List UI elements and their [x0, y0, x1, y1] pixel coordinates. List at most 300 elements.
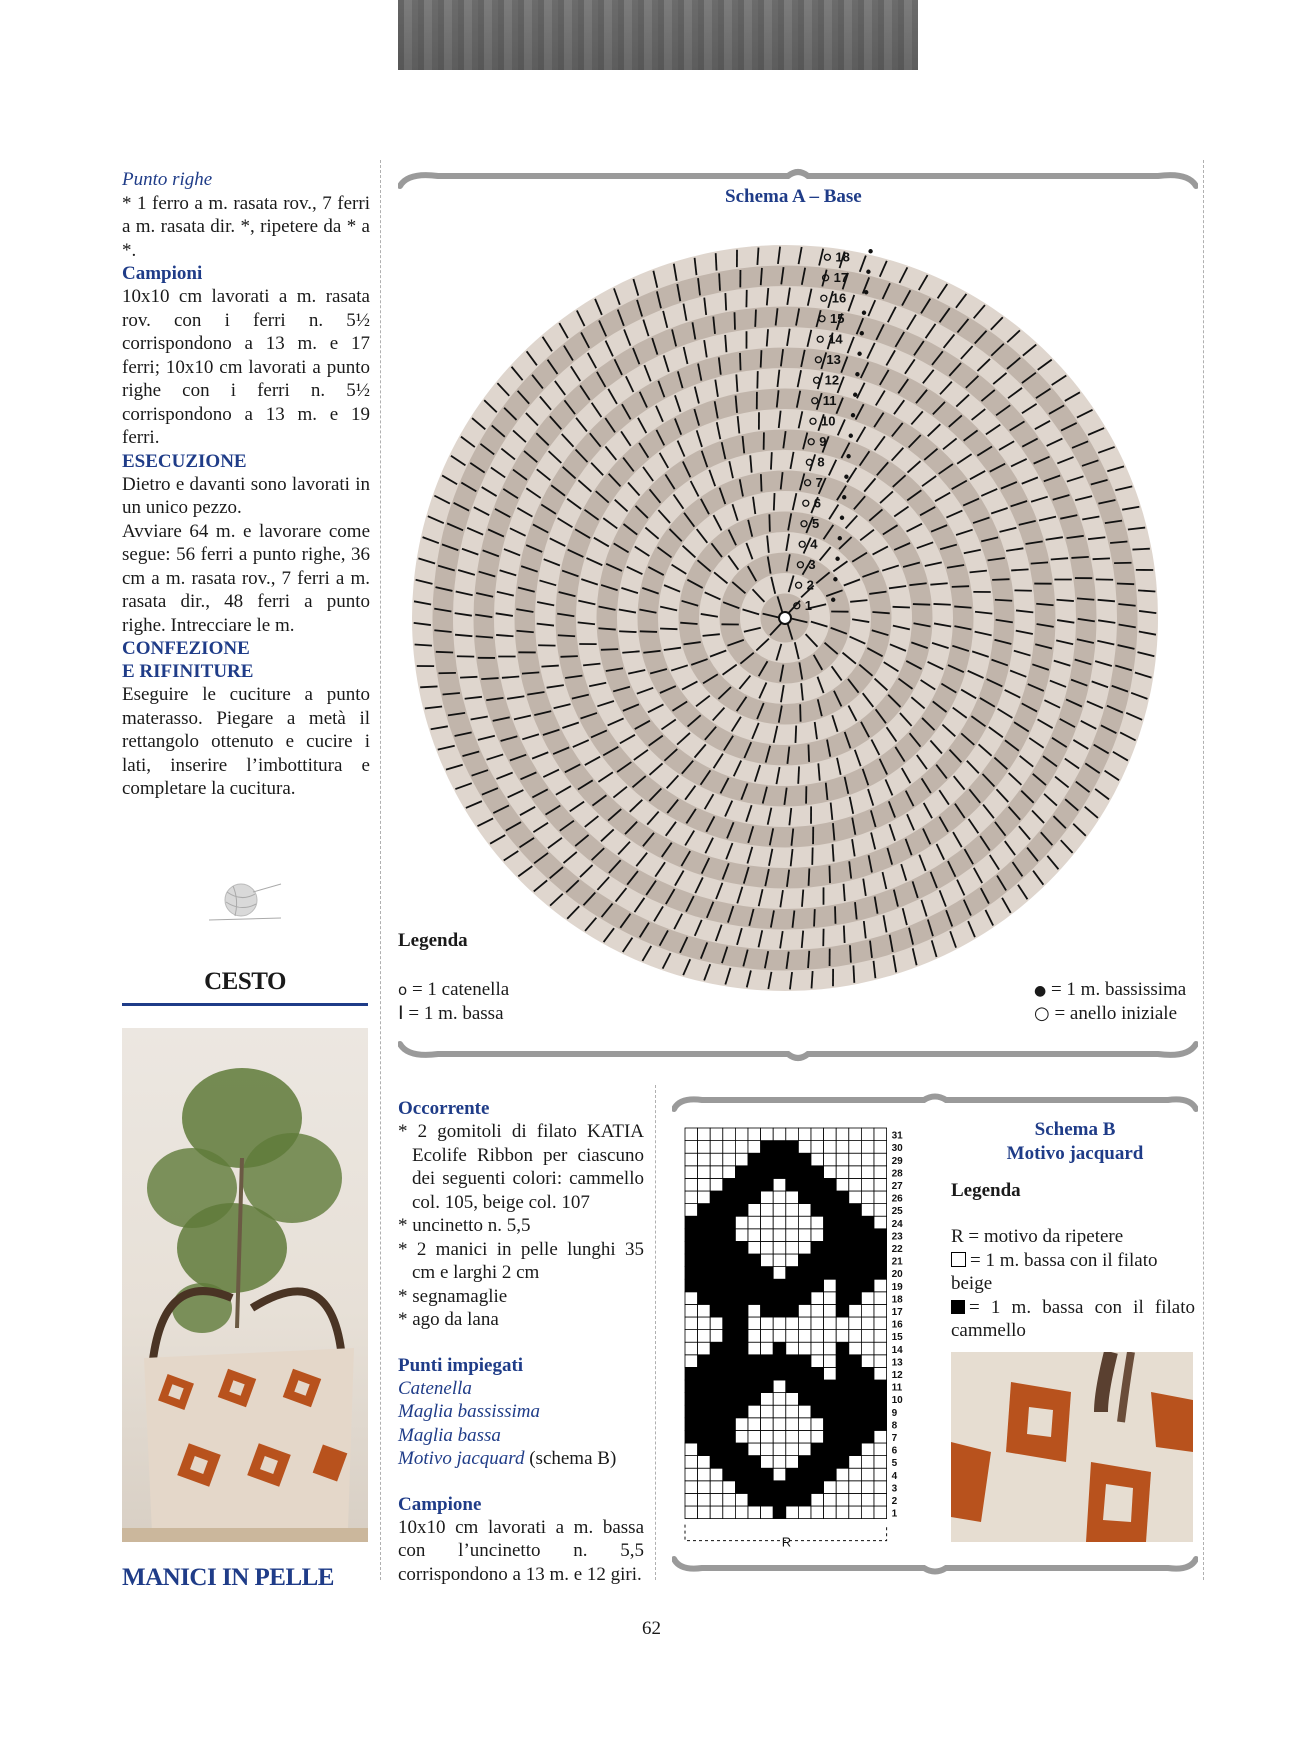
- row-number: 10: [891, 1395, 903, 1407]
- grid-cell: [748, 1393, 761, 1406]
- legend-text: = 1 m. bassa con il filato cammello: [951, 1296, 1195, 1341]
- row-number: 4: [891, 1470, 898, 1482]
- slip-stitch-icon: [842, 495, 846, 499]
- grid-cell: [685, 1393, 698, 1406]
- esecuzione-title: ESECUZIONE: [122, 450, 247, 472]
- grid-cell: [698, 1443, 711, 1456]
- grid-cell: [874, 1380, 887, 1393]
- grid-cell: [861, 1279, 874, 1292]
- grid-cell: [836, 1430, 849, 1443]
- grid-cell: [811, 1267, 824, 1280]
- grid-cell: [798, 1304, 811, 1317]
- grid-cell: [824, 1481, 837, 1494]
- grid-cell: [849, 1393, 862, 1406]
- grid-cell: [685, 1216, 698, 1229]
- grid-cell: [748, 1141, 761, 1154]
- grid-cell: [685, 1330, 698, 1343]
- punto-item: Catenella: [398, 1377, 472, 1399]
- grid-cell: [698, 1191, 711, 1204]
- grid-cell: [861, 1191, 874, 1204]
- grid-cell: [836, 1393, 849, 1406]
- round-label: 15: [830, 310, 845, 326]
- grid-cell: [761, 1481, 774, 1494]
- row-number: 19: [891, 1281, 903, 1293]
- grid-cell: [874, 1443, 887, 1456]
- grid-cell: [710, 1418, 723, 1431]
- stitch-mark: [1093, 558, 1110, 559]
- stitch-mark: [893, 607, 910, 608]
- grid-cell: [685, 1468, 698, 1481]
- magic-ring-icon: ○: [1034, 1003, 1050, 1024]
- grid-cell: [773, 1153, 786, 1166]
- grid-cell: [811, 1141, 824, 1154]
- grid-cell: [836, 1166, 849, 1179]
- round-label: 10: [821, 413, 836, 429]
- stitch-mark: [761, 268, 762, 285]
- grid-cell: [710, 1279, 723, 1292]
- grid-cell: [836, 1241, 849, 1254]
- grid-cell: [849, 1279, 862, 1292]
- grid-cell: [710, 1405, 723, 1418]
- grid-cell: [824, 1153, 837, 1166]
- grid-cell: [723, 1393, 736, 1406]
- manici-title: MANICI IN PELLE: [122, 1564, 334, 1591]
- grid-cell: [773, 1355, 786, 1368]
- grid-cell: [723, 1481, 736, 1494]
- stitch-mark: [808, 744, 809, 761]
- grid-cell: [710, 1178, 723, 1191]
- jacquard-swatch-photo: [951, 1352, 1193, 1542]
- stitch-mark: [541, 666, 558, 667]
- grid-cell: [849, 1229, 862, 1242]
- grid-cell: [786, 1506, 799, 1519]
- grid-cell: [786, 1141, 799, 1154]
- grid-cell: [874, 1191, 887, 1204]
- grid-cell: [798, 1342, 811, 1355]
- grid-cell: [710, 1393, 723, 1406]
- grid-cell: [748, 1178, 761, 1191]
- magic-ring-icon: [779, 612, 791, 624]
- grid-cell: [723, 1279, 736, 1292]
- grid-cell: [836, 1229, 849, 1242]
- slip-stitch-icon: [849, 434, 853, 438]
- stitch-mark: [809, 868, 810, 885]
- grid-cell: [811, 1317, 824, 1330]
- grid-cell: [836, 1254, 849, 1267]
- schema-a-title: Schema A – Base: [725, 186, 862, 207]
- grid-cell: [748, 1405, 761, 1418]
- grid-cell: [798, 1128, 811, 1141]
- grid-cell: [761, 1342, 774, 1355]
- grid-cell: [861, 1367, 874, 1380]
- grid-cell: [849, 1292, 862, 1305]
- occorrente-item: * segnamaglie: [398, 1285, 508, 1307]
- occorrente-item: * uncinetto n. 5,5: [398, 1215, 531, 1236]
- grid-cell: [748, 1493, 761, 1506]
- row-number: 20: [891, 1269, 903, 1281]
- grid-cell: [761, 1229, 774, 1242]
- grid-cell: [836, 1141, 849, 1154]
- grid-cell: [723, 1355, 736, 1368]
- grid-cell: [698, 1153, 711, 1166]
- grid-cell: [748, 1330, 761, 1343]
- stitch-mark: [740, 353, 741, 370]
- schema-b-title-2: Motivo jacquard: [1006, 1143, 1144, 1164]
- grid-cell: [710, 1304, 723, 1317]
- punto-righe-text: * 1 ferro a m. rasata rov., 7 ferri a m. rasata dir. *, ripetere da * a *.: [122, 192, 370, 261]
- grid-cell: [861, 1405, 874, 1418]
- stitch-mark: [1051, 558, 1068, 559]
- grid-cell: [874, 1128, 887, 1141]
- stitch-mark: [933, 604, 950, 605]
- grid-cell: [786, 1355, 799, 1368]
- legend-bassissima: [1034, 978, 1186, 1004]
- grid-cell: [723, 1229, 736, 1242]
- grid-cell: [849, 1204, 862, 1217]
- grid-cell: [824, 1267, 837, 1280]
- grid-cell: [811, 1292, 824, 1305]
- grid-cell: [698, 1330, 711, 1343]
- schema-a-bottom-brace: [398, 1040, 1198, 1062]
- grid-cell: [748, 1481, 761, 1494]
- grid-cell: [849, 1367, 862, 1380]
- grid-cell: [710, 1330, 723, 1343]
- grid-cell: [698, 1241, 711, 1254]
- grid-cell: [710, 1153, 723, 1166]
- grid-cell: [761, 1292, 774, 1305]
- grid-cell: [761, 1393, 774, 1406]
- campione-title: Campione: [398, 1493, 482, 1515]
- grid-cell: [798, 1367, 811, 1380]
- row-number: 12: [891, 1370, 903, 1381]
- grid-cell: [849, 1405, 862, 1418]
- column-divider: [655, 1085, 656, 1580]
- grid-cell: [824, 1204, 837, 1217]
- grid-cell: [723, 1456, 736, 1469]
- grid-cell: [773, 1254, 786, 1267]
- row-number: 14: [891, 1344, 903, 1356]
- grid-cell: [685, 1241, 698, 1254]
- grid-cell: [786, 1430, 799, 1443]
- grid-cell: [773, 1279, 786, 1292]
- grid-cell: [710, 1241, 723, 1254]
- grid-cell: [685, 1141, 698, 1154]
- grid-cell: [773, 1216, 786, 1229]
- grid-cell: [761, 1493, 774, 1506]
- grid-cell: [836, 1317, 849, 1330]
- grid-cell: [748, 1380, 761, 1393]
- grid-cell: [773, 1128, 786, 1141]
- grid-cell: [748, 1456, 761, 1469]
- stitch-mark: [1132, 549, 1149, 550]
- grid-cell: [849, 1216, 862, 1229]
- grid-cell: [849, 1418, 862, 1431]
- grid-cell: [748, 1292, 761, 1305]
- grid-cell: [748, 1367, 761, 1380]
- grid-cell: [824, 1254, 837, 1267]
- grid-cell: [735, 1141, 748, 1154]
- grid-cell: [723, 1506, 736, 1519]
- stitch-mark: [844, 926, 845, 943]
- grid-cell: [798, 1380, 811, 1393]
- grid-cell: [836, 1481, 849, 1494]
- grid-cell: [761, 1216, 774, 1229]
- grid-cell: [735, 1481, 748, 1494]
- grid-cell: [824, 1292, 837, 1305]
- grid-cell: [861, 1393, 874, 1406]
- slip-stitch-icon: ●: [1034, 983, 1047, 999]
- grid-cell: [874, 1456, 887, 1469]
- grid-cell: [761, 1355, 774, 1368]
- grid-cell: [874, 1330, 887, 1343]
- legend-repeat: R = motivo da ripetere: [951, 1226, 1124, 1247]
- occorrente-item: * 2 manici in pelle lunghi 35 cm e larghi 2 cm: [398, 1238, 644, 1283]
- grid-cell: [685, 1153, 698, 1166]
- grid-cell: [723, 1267, 736, 1280]
- grid-cell: [698, 1393, 711, 1406]
- stitch-mark: [774, 493, 775, 510]
- grid-cell: [748, 1153, 761, 1166]
- grid-cell: [861, 1166, 874, 1179]
- grid-cell: [773, 1191, 786, 1204]
- esecuzione-text-1: Dietro e davanti sono lavorati in un unico pezzo.: [122, 473, 370, 518]
- grid-cell: [735, 1229, 748, 1242]
- grid-cell: [773, 1267, 786, 1280]
- grid-cell: [710, 1493, 723, 1506]
- grid-cell: [849, 1153, 862, 1166]
- round-label: 12: [824, 372, 840, 388]
- grid-cell: [773, 1229, 786, 1242]
- white-square-icon: [951, 1252, 966, 1267]
- grid-cell: [874, 1254, 887, 1267]
- stitch-mark: [771, 452, 772, 469]
- grid-cell: [735, 1241, 748, 1254]
- grid-cell: [761, 1456, 774, 1469]
- grid-cell: [824, 1367, 837, 1380]
- grid-cell: [698, 1493, 711, 1506]
- grid-cell: [861, 1493, 874, 1506]
- grid-cell: [798, 1468, 811, 1481]
- occorrente-item: * 2 gomitoli di filato KATIA Ecolife Ribbon per ciascuno dei seguenti colori: cammello col. 105, beige col. 107: [398, 1121, 644, 1213]
- stitch-mark: [460, 677, 477, 678]
- row-number: 27: [891, 1181, 903, 1192]
- grid-cell: [798, 1191, 811, 1204]
- grid-cell: [685, 1178, 698, 1191]
- grid-cell: [685, 1166, 698, 1179]
- grid-cell: [798, 1279, 811, 1292]
- round-label: 9: [819, 433, 827, 449]
- stitch-mark: [913, 604, 930, 605]
- grid-cell: [698, 1292, 711, 1305]
- grid-cell: [773, 1342, 786, 1355]
- grid-cell: [849, 1380, 862, 1393]
- grid-cell: [698, 1178, 711, 1191]
- grid-cell: [836, 1304, 849, 1317]
- grid-cell: [874, 1141, 887, 1154]
- grid-cell: [836, 1178, 849, 1191]
- grid-cell: [836, 1279, 849, 1292]
- legend-text: = 1 m. bassa con il filato beige: [951, 1249, 1158, 1294]
- grid-cell: [798, 1355, 811, 1368]
- left-column: [122, 168, 370, 801]
- slip-stitch-icon: [844, 475, 848, 479]
- grid-cell: [685, 1279, 698, 1292]
- grid-cell: [710, 1342, 723, 1355]
- grid-cell: [685, 1342, 698, 1355]
- grid-cell: [861, 1380, 874, 1393]
- grid-cell: [685, 1405, 698, 1418]
- page-number: 62: [642, 1618, 661, 1639]
- slip-stitch-icon: [840, 516, 844, 520]
- grid-cell: [861, 1254, 874, 1267]
- grid-cell: [811, 1393, 824, 1406]
- stitch-mark: [640, 631, 657, 632]
- stitch-mark: [992, 579, 1009, 580]
- column-divider: [1203, 160, 1204, 1580]
- grid-cell: [798, 1443, 811, 1456]
- legend-anello: [1034, 1002, 1177, 1026]
- grid-cell: [710, 1380, 723, 1393]
- grid-cell: [786, 1443, 799, 1456]
- row-number: 15: [891, 1332, 903, 1344]
- schema-a-diagram: [395, 218, 1195, 1038]
- grid-cell: [849, 1254, 862, 1267]
- grid-cell: [735, 1506, 748, 1519]
- grid-cell: [824, 1430, 837, 1443]
- schema-b-legend-title: Legenda: [951, 1180, 1021, 1201]
- stitch-mark: [660, 628, 677, 629]
- grid-cell: [811, 1481, 824, 1494]
- grid-cell: [710, 1216, 723, 1229]
- grid-cell: [773, 1493, 786, 1506]
- grid-cell: [798, 1141, 811, 1154]
- grid-cell: [723, 1178, 736, 1191]
- stitch-mark: [844, 884, 845, 901]
- grid-cell: [710, 1292, 723, 1305]
- grid-cell: [798, 1493, 811, 1506]
- grid-cell: [824, 1216, 837, 1229]
- campione-text: 10x10 cm lavorati a m. bassa con l’uncinetto n. 5,5 corrispondono a 13 m. e 12 giri.: [398, 1516, 644, 1585]
- grid-cell: [786, 1330, 799, 1343]
- grid-cell: [685, 1493, 698, 1506]
- grid-cell: [861, 1292, 874, 1305]
- grid-cell: [861, 1229, 874, 1242]
- grid-cell: [849, 1342, 862, 1355]
- grid-cell: [735, 1304, 748, 1317]
- slip-stitch-icon: [860, 331, 864, 335]
- grid-cell: [786, 1405, 799, 1418]
- grid-cell: [761, 1128, 774, 1141]
- grid-cell: [761, 1254, 774, 1267]
- grid-cell: [874, 1418, 887, 1431]
- stitch-mark: [814, 909, 815, 926]
- grid-cell: [874, 1493, 887, 1506]
- grid-cell: [710, 1367, 723, 1380]
- grid-cell: [685, 1317, 698, 1330]
- grid-cell: [836, 1493, 849, 1506]
- stitch-mark: [725, 293, 726, 310]
- grid-cell: [710, 1430, 723, 1443]
- grid-cell: [685, 1254, 698, 1267]
- grid-cell: [773, 1456, 786, 1469]
- grid-cell: [685, 1418, 698, 1431]
- grid-cell: [786, 1267, 799, 1280]
- row-number: 24: [891, 1218, 903, 1230]
- grid-cell: [748, 1342, 761, 1355]
- grid-cell: [849, 1330, 862, 1343]
- punto-item: Maglia bassissima: [398, 1401, 540, 1422]
- grid-cell: [861, 1443, 874, 1456]
- grid-cell: [761, 1166, 774, 1179]
- grid-cell: [685, 1367, 698, 1380]
- grid-cell: [811, 1153, 824, 1166]
- grid-cell: [786, 1456, 799, 1469]
- grid-cell: [698, 1342, 711, 1355]
- grid-cell: [710, 1355, 723, 1368]
- grid-cell: [735, 1153, 748, 1166]
- stitch-mark: [415, 644, 432, 645]
- grid-cell: [748, 1254, 761, 1267]
- grid-cell: [761, 1405, 774, 1418]
- grid-cell: [685, 1355, 698, 1368]
- grid-cell: [710, 1267, 723, 1280]
- confezione-text: Eseguire le cuciture a punto materasso. Piegare a metà il rettangolo ottenuto e cucire i lati, inserire l’imbottitura e completare la cucitura.: [122, 684, 370, 799]
- slip-stitch-icon: [857, 352, 861, 356]
- grid-cell: [798, 1418, 811, 1431]
- grid-cell: [735, 1430, 748, 1443]
- legend-text: = 1 m. bassissima: [1050, 979, 1187, 1000]
- grid-cell: [874, 1279, 887, 1292]
- round-label: 8: [817, 454, 825, 470]
- grid-cell: [824, 1456, 837, 1469]
- grid-cell: [824, 1229, 837, 1242]
- grid-cell: [836, 1330, 849, 1343]
- legend-white: [951, 1249, 1195, 1296]
- grid-cell: [735, 1128, 748, 1141]
- yarn-ball-icon: [205, 878, 285, 924]
- grid-cell: [685, 1380, 698, 1393]
- grid-cell: [748, 1216, 761, 1229]
- grid-cell: [773, 1380, 786, 1393]
- slip-stitch-icon: [855, 372, 859, 376]
- grid-cell: [861, 1430, 874, 1443]
- grid-cell: [874, 1292, 887, 1305]
- row-number: 16: [891, 1319, 903, 1331]
- grid-cell: [761, 1304, 774, 1317]
- stitch-mark: [829, 866, 830, 883]
- round-label: 18: [835, 249, 850, 265]
- grid-cell: [773, 1418, 786, 1431]
- grid-cell: [798, 1330, 811, 1343]
- grid-cell: [723, 1443, 736, 1456]
- grid-cell: [836, 1292, 849, 1305]
- grid-cell: [874, 1506, 887, 1519]
- grid-cell: [710, 1191, 723, 1204]
- grid-cell: [735, 1380, 748, 1393]
- grid-cell: [811, 1166, 824, 1179]
- grid-cell: [773, 1178, 786, 1191]
- grid-cell: [786, 1254, 799, 1267]
- grid-cell: [874, 1304, 887, 1317]
- grid-cell: [861, 1330, 874, 1343]
- grid-cell: [723, 1342, 736, 1355]
- grid-cell: [761, 1430, 774, 1443]
- stitch-mark: [850, 945, 851, 962]
- row-number: 13: [891, 1357, 903, 1369]
- grid-cell: [735, 1456, 748, 1469]
- schema-b-top-brace: [672, 1093, 1198, 1113]
- grid-cell: [761, 1317, 774, 1330]
